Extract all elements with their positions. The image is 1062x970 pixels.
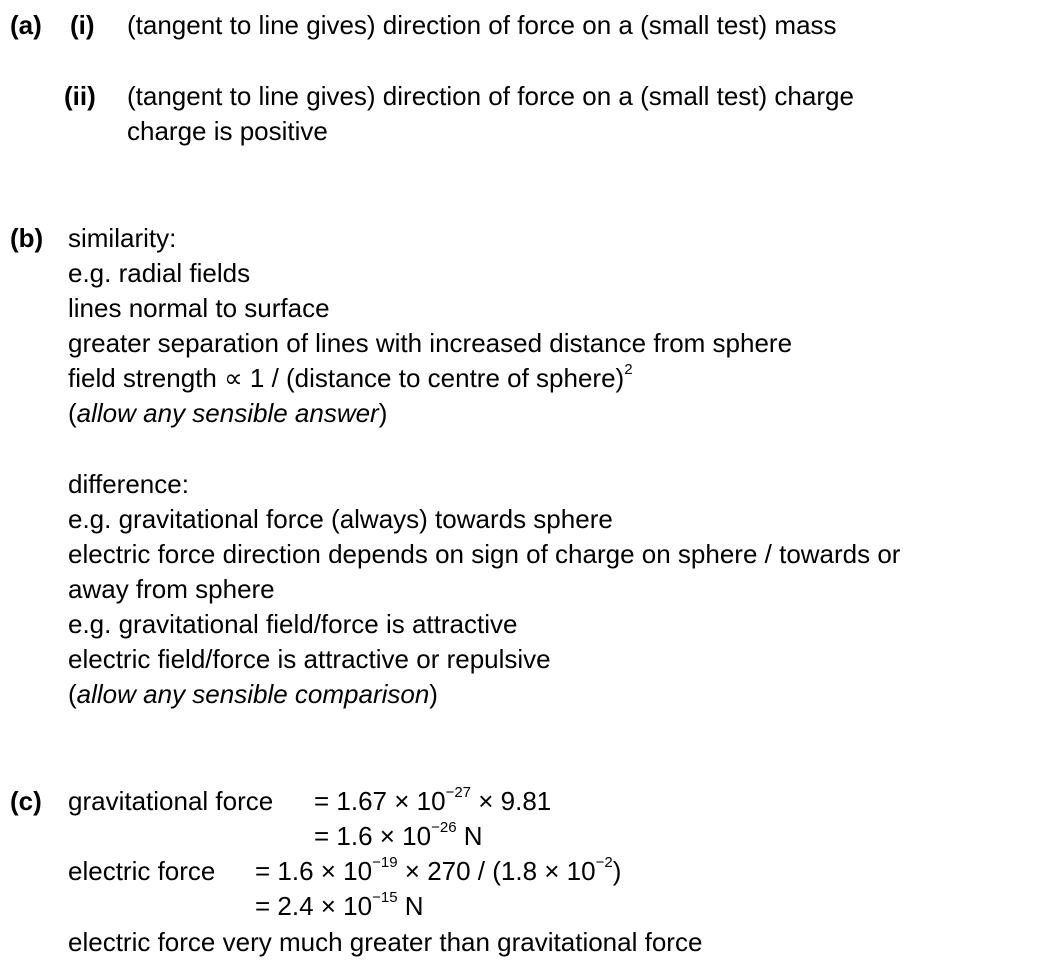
similarity-note: [68, 396, 792, 431]
grav-eq1-exponent: −27: [445, 784, 472, 801]
similarity-note-text: allow any sensible answer: [76, 398, 379, 428]
part-a-label: (a): [10, 10, 42, 40]
part-a-i-text: (tangent to line gives) direction of force on a (small test) mass: [127, 10, 837, 40]
part-a-ii-label: (ii): [64, 81, 96, 111]
elec-force-eq1: [255, 854, 621, 889]
conclusion: electric force very much greater than gravitational force: [68, 927, 703, 957]
part-a-ii-line1: (tangent to line gives) direction of force on a (small test) charge: [127, 81, 854, 111]
elec-eq1-close: ): [612, 856, 622, 886]
part-b-label: (b): [10, 223, 44, 253]
part-b-difference-block: [68, 467, 900, 712]
part-a-i-label: (i): [70, 10, 95, 40]
elec-force-label: electric force: [68, 856, 216, 886]
elec-eq2-mantissa: = 2.4 × 10: [255, 891, 373, 921]
grav-eq2-exponent: −26: [431, 819, 457, 836]
grav-eq1-rest: × 9.81: [471, 786, 552, 816]
grav-force-eq1: [314, 784, 551, 819]
elec-eq1-exponent-2: −2: [595, 854, 613, 871]
difference-note: [68, 677, 900, 712]
difference-heading: difference:: [68, 469, 189, 499]
elec-eq1-middle: × 270 / (1.8 × 10: [397, 856, 596, 886]
note-paren-open: (: [68, 679, 77, 709]
elec-eq2-unit: N: [397, 891, 424, 921]
similarity-line: lines normal to surface: [68, 293, 330, 323]
field-strength-line: [68, 361, 792, 396]
similarity-line: greater separation of lines with increased distance from sphere: [68, 328, 793, 358]
note-paren-close: ): [378, 398, 388, 428]
note-paren-close: ): [429, 679, 438, 709]
similarity-heading: similarity:: [68, 223, 177, 253]
part-b-similarity-block: [68, 221, 792, 431]
difference-note-text: allow any sensible comparison: [76, 679, 430, 709]
elec-eq2-exponent: −15: [372, 889, 398, 906]
grav-force-label: gravitational force: [68, 786, 274, 816]
part-c-label: (c): [10, 786, 42, 816]
difference-line: e.g. gravitational force (always) towards sphere: [68, 504, 613, 534]
difference-line: e.g. gravitational field/force is attractive: [68, 609, 518, 639]
difference-line: electric force direction depends on sign of charge on sphere / towards or: [68, 539, 901, 569]
elec-eq1-exponent: −19: [372, 854, 398, 871]
elec-eq1-mantissa: = 1.6 × 10: [255, 856, 373, 886]
part-a-ii-line2: charge is positive: [127, 116, 328, 146]
difference-line: electric field/force is attractive or repulsive: [68, 644, 551, 674]
grav-eq2-mantissa: = 1.6 × 10: [314, 821, 432, 851]
elec-force-eq2: [255, 889, 424, 924]
field-strength-text: field strength ∝ 1 / (distance to centre of sphere): [68, 363, 625, 393]
note-paren-open: (: [68, 398, 77, 428]
grav-force-eq2: [314, 819, 483, 854]
similarity-line: e.g. radial fields: [68, 258, 251, 288]
grav-eq1-mantissa: = 1.67 × 10: [314, 786, 446, 816]
field-strength-exponent: 2: [624, 361, 633, 378]
grav-eq2-unit: N: [456, 821, 483, 851]
difference-line: away from sphere: [68, 574, 275, 604]
